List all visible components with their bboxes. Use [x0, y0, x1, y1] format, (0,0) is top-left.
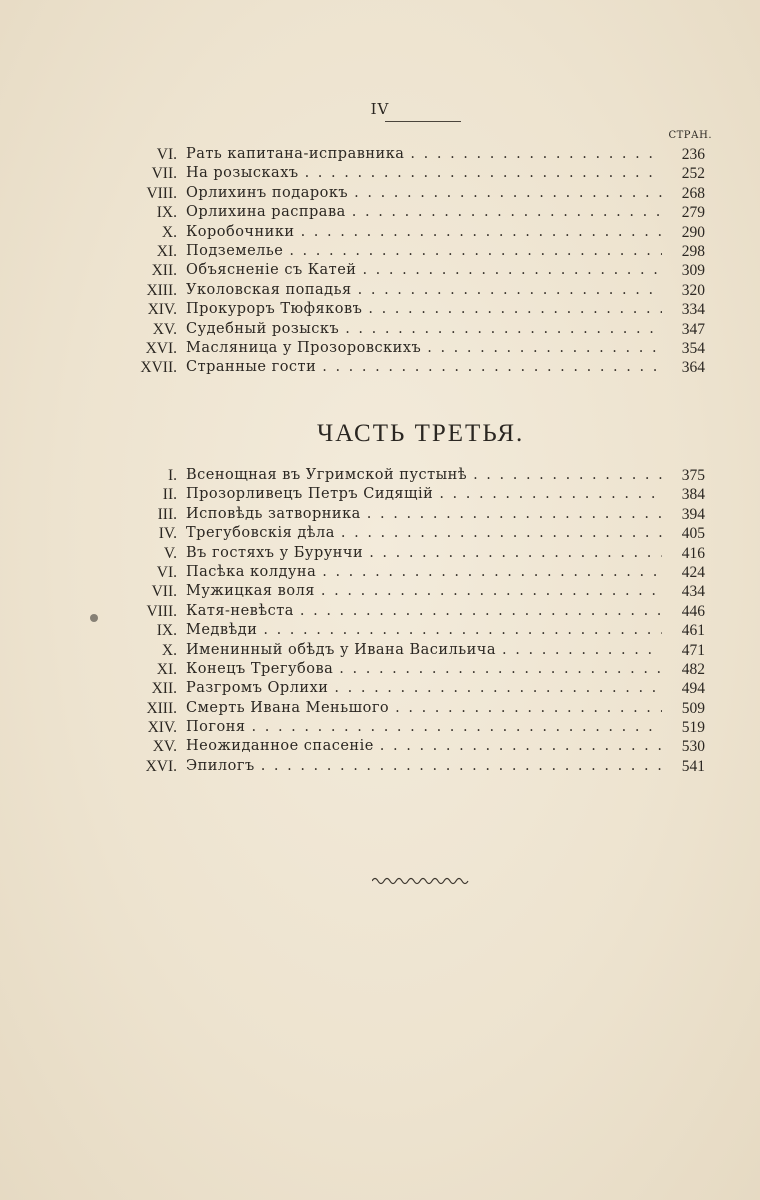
- chapter-title-line: [186, 485, 668, 504]
- chapter-title: Уколовская попадья: [186, 281, 352, 298]
- toc-entry: [0, 524, 760, 543]
- chapter-title-line: [186, 505, 668, 524]
- toc-entry: [0, 339, 760, 358]
- toc-entry: [0, 281, 760, 300]
- chapter-title-line: [186, 544, 668, 563]
- chapter-page-number: 541: [681, 757, 705, 775]
- dot-leader: [301, 223, 662, 242]
- chapter-page-number: 347: [681, 320, 705, 338]
- chapter-number: XVI.: [145, 757, 177, 775]
- chapter-title: Эпилогъ: [186, 757, 255, 774]
- toc-entry: [0, 300, 760, 319]
- chapter-page-number: 298: [681, 242, 705, 260]
- chapter-page-number: 405: [681, 525, 705, 543]
- chapter-title: Подземелье: [186, 242, 284, 259]
- chapter-title-line: [186, 602, 668, 621]
- chapter-title-line: [186, 242, 668, 261]
- dot-leader: [339, 660, 662, 679]
- toc-entry: [0, 582, 760, 601]
- chapter-title-line: [186, 261, 668, 280]
- chapter-number: XIV.: [147, 719, 177, 737]
- header-rule: [385, 121, 461, 122]
- toc-part-two: [0, 145, 760, 378]
- dot-leader: [368, 300, 662, 319]
- chapter-number: IV.: [158, 525, 177, 543]
- chapter-title-line: [186, 184, 668, 203]
- chapter-title: Трегубовскія дѣла: [186, 525, 335, 542]
- chapter-page-number: 354: [681, 339, 705, 357]
- chapter-page-number: 530: [681, 738, 705, 756]
- chapter-title: Орлихинъ подарокъ: [186, 184, 349, 201]
- chapter-title: Смерть Ивана Меньшого: [186, 699, 390, 716]
- chapter-title-line: [186, 358, 668, 377]
- toc-entry: [0, 223, 760, 242]
- dot-leader: [367, 505, 662, 524]
- toc-entry: [0, 699, 760, 718]
- chapter-number: XI.: [156, 242, 177, 260]
- chapter-page-number: 236: [681, 146, 705, 163]
- chapter-title: Судебный розыскъ: [186, 320, 340, 337]
- chapter-title: Разгромъ Орлихи: [186, 680, 329, 697]
- chapter-title-line: [186, 145, 668, 164]
- chapter-number: XI.: [156, 660, 177, 678]
- toc-entry: [0, 145, 760, 164]
- chapter-title-line: [186, 339, 668, 358]
- chapter-title: Пасѣка колдуна: [186, 563, 317, 580]
- dot-leader: [362, 261, 662, 280]
- toc-entry: [0, 485, 760, 504]
- chapter-title-line: [186, 679, 668, 698]
- toc-entry: [0, 466, 760, 485]
- dot-leader: [321, 582, 662, 601]
- chapter-title: Мужицкая воля: [186, 583, 315, 600]
- chapter-title-line: [186, 621, 668, 640]
- chapter-number: XVI.: [145, 339, 177, 357]
- dot-leader: [261, 757, 662, 776]
- toc-entry: [0, 660, 760, 679]
- chapter-title: Неожиданное спасеніе: [186, 738, 374, 755]
- chapter-page-number: 446: [681, 602, 705, 620]
- chapter-page-number: 375: [681, 467, 705, 484]
- chapter-title-line: [186, 582, 668, 601]
- chapter-number: X.: [161, 223, 177, 241]
- chapter-title: Погоня: [186, 719, 246, 736]
- chapter-title: Катя-невѣста: [186, 602, 294, 619]
- chapter-title-line: [186, 466, 668, 485]
- chapter-number: XIII.: [146, 281, 177, 299]
- chapter-page-number: 268: [681, 184, 705, 202]
- chapter-page-number: 471: [681, 641, 705, 659]
- chapter-page-number: 461: [681, 622, 705, 640]
- chapter-number: IX.: [156, 204, 177, 222]
- chapter-page-number: 309: [681, 262, 705, 280]
- chapter-number: VIII.: [146, 602, 177, 620]
- dot-leader: [410, 145, 662, 164]
- chapter-title: Рать капитана-исправника: [186, 146, 405, 162]
- chapter-number: XIV.: [147, 301, 177, 319]
- part-three-heading: ЧАСТЬ ТРЕТЬЯ.: [317, 420, 525, 447]
- chapter-number: VI.: [156, 563, 177, 581]
- chapter-number: X.: [161, 641, 177, 659]
- dot-leader: [345, 320, 662, 339]
- toc-entry: [0, 164, 760, 183]
- chapter-number: VII.: [151, 165, 177, 183]
- toc-entry: [0, 320, 760, 339]
- chapter-page-number: 279: [681, 204, 705, 222]
- dot-leader: [341, 524, 662, 543]
- toc-entry: [0, 358, 760, 377]
- chapter-number: III.: [157, 505, 177, 523]
- chapter-title-line: [186, 281, 668, 300]
- toc-entry: [0, 505, 760, 524]
- chapter-title-line: [186, 203, 668, 222]
- chapter-title-line: [186, 699, 668, 718]
- chapter-title: На розыскахъ: [186, 165, 299, 182]
- toc-entry: [0, 184, 760, 203]
- dot-leader: [369, 544, 662, 563]
- toc-entry: [0, 261, 760, 280]
- dot-leader: [473, 466, 662, 485]
- dot-leader: [300, 602, 662, 621]
- chapter-page-number: 509: [681, 699, 705, 717]
- chapter-page-number: 519: [681, 719, 705, 737]
- dot-leader: [322, 563, 662, 582]
- chapter-number: IX.: [156, 622, 177, 640]
- chapter-title: Орлихина расправа: [186, 204, 346, 221]
- chapter-title-line: [186, 757, 668, 776]
- dot-leader: [427, 339, 662, 358]
- toc-entry: [0, 544, 760, 563]
- toc-entry: [0, 718, 760, 737]
- chapter-page-number: 394: [681, 505, 705, 523]
- toc-entry: [0, 641, 760, 660]
- chapter-title: Масляница у Прозоровскихъ: [186, 339, 422, 356]
- chapter-number: II.: [162, 486, 177, 504]
- chapter-title: Коробочники: [186, 223, 295, 240]
- dot-leader: [352, 203, 662, 222]
- chapter-page-number: 494: [681, 680, 705, 698]
- chapter-number: VII.: [151, 583, 177, 601]
- toc-entry: [0, 679, 760, 698]
- dot-leader: [289, 242, 662, 261]
- toc-entry: [0, 602, 760, 621]
- chapter-title-line: [186, 660, 668, 679]
- dot-leader: [354, 184, 662, 203]
- page-column-label: СТРАН.: [668, 130, 712, 141]
- chapter-page-number: 290: [681, 223, 705, 241]
- chapter-title-line: [186, 164, 668, 183]
- chapter-number: XII.: [151, 680, 177, 698]
- chapter-title-line: [186, 641, 668, 660]
- chapter-title-line: [186, 718, 668, 737]
- chapter-title-line: [186, 737, 668, 756]
- chapter-title: Всенощная въ Угримской пустынѣ: [186, 467, 468, 483]
- chapter-page-number: 384: [681, 486, 705, 504]
- dot-leader: [263, 621, 662, 640]
- dot-leader: [305, 164, 662, 183]
- chapter-number: XII.: [151, 262, 177, 280]
- chapter-page-number: 416: [681, 544, 705, 562]
- chapter-title: Исповѣдь затворника: [186, 505, 361, 522]
- chapter-title: Медвѣди: [186, 622, 258, 639]
- chapter-page-number: 334: [681, 301, 705, 319]
- page-number: IV: [370, 100, 390, 118]
- chapter-title: Прокуроръ Тюфяковъ: [186, 301, 363, 318]
- dot-leader: [358, 281, 662, 300]
- chapter-number: I.: [167, 467, 177, 484]
- chapter-title: Объясненіе съ Катей: [186, 262, 357, 279]
- chapter-page-number: 424: [681, 563, 705, 581]
- chapter-page-number: 252: [681, 165, 705, 183]
- ink-spot: [90, 614, 98, 622]
- dot-leader: [380, 737, 662, 756]
- chapter-title-line: [186, 223, 668, 242]
- chapter-title-line: [186, 320, 668, 339]
- chapter-title: Прозорливецъ Петръ Сидящій: [186, 486, 434, 503]
- chapter-title: Въ гостяхъ у Бурунчи: [186, 544, 364, 561]
- dot-leader: [502, 641, 662, 660]
- chapter-title: Конецъ Трегубова: [186, 660, 334, 677]
- chapter-page-number: 364: [681, 359, 705, 377]
- toc-part-three: [0, 466, 760, 776]
- chapter-number: XV.: [152, 738, 177, 756]
- chapter-title-line: [186, 300, 668, 319]
- dot-leader: [395, 699, 662, 718]
- chapter-number: VIII.: [146, 184, 177, 202]
- toc-entry: [0, 621, 760, 640]
- chapter-page-number: 320: [681, 281, 705, 299]
- dot-leader: [322, 358, 662, 377]
- dot-leader: [252, 718, 662, 737]
- chapter-title-line: [186, 524, 668, 543]
- chapter-number: XIII.: [146, 699, 177, 717]
- chapter-title-line: [186, 563, 668, 582]
- chapter-number: V.: [163, 544, 177, 562]
- dot-leader: [334, 679, 662, 698]
- toc-entry: [0, 242, 760, 261]
- chapter-title: Именинный обѣдъ у Ивана Васильича: [186, 641, 497, 658]
- toc-entry: [0, 563, 760, 582]
- tailpiece-ornament: [372, 875, 470, 887]
- toc-entry: [0, 203, 760, 222]
- dot-leader: [439, 485, 662, 504]
- chapter-number: XV.: [152, 320, 177, 338]
- toc-entry: [0, 737, 760, 756]
- chapter-title: Странные гости: [186, 359, 317, 376]
- toc-entry: [0, 757, 760, 776]
- chapter-page-number: 434: [681, 583, 705, 601]
- chapter-page-number: 482: [681, 660, 705, 678]
- chapter-number: XVII.: [140, 359, 177, 377]
- chapter-number: VI.: [156, 146, 177, 163]
